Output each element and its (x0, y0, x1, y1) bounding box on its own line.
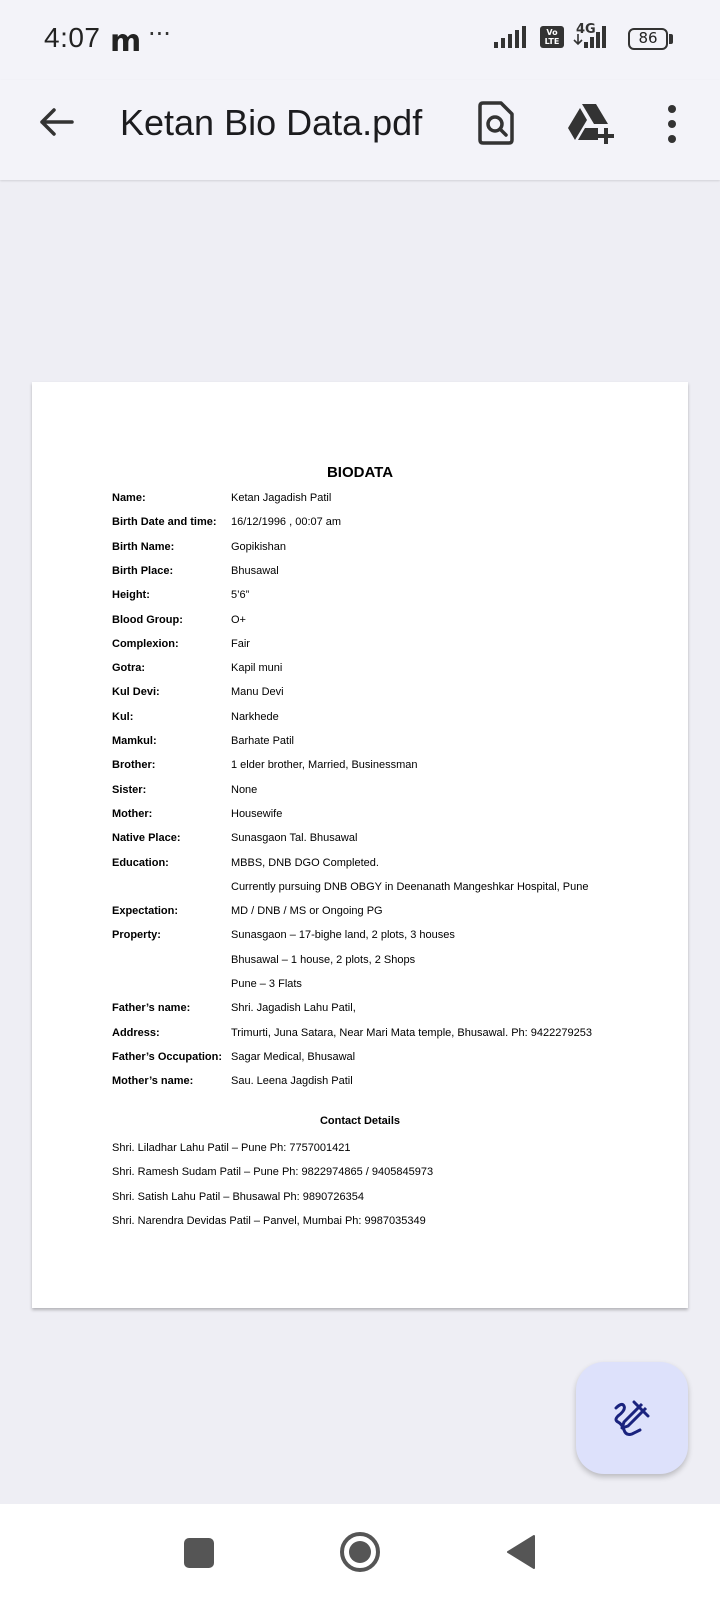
field-label: Brother: (112, 759, 156, 772)
field-label: Native Place: (112, 832, 181, 845)
field-row (112, 759, 672, 779)
battery-tip (669, 34, 673, 44)
field-value: Kapil muni (231, 662, 283, 675)
field-row (112, 808, 672, 828)
field-row (112, 735, 672, 755)
field-value: 1 elder brother, Married, Businessman (231, 759, 418, 772)
field-row (112, 929, 672, 949)
field-value: MBBS, DNB DGO Completed. (231, 856, 379, 869)
contact-heading: Contact Details (319, 1115, 401, 1127)
contact-row: Shri. Ramesh Sudam Patil – Pune Ph: 9822974865 / 9405845973 (112, 1166, 434, 1179)
field-label: Blood Group: (112, 613, 183, 626)
status-time: 4:07 (44, 22, 101, 53)
field-row (112, 1051, 672, 1071)
field-row (112, 905, 672, 925)
field-label: Father’s Occupation: (112, 1050, 223, 1063)
field-row (112, 881, 672, 901)
field-value: Ketan Jagadish Patil (231, 492, 332, 504)
field-value: Bhusawal – 1 house, 2 plots, 2 Shops (231, 953, 416, 966)
field-value: Currently pursuing DNB OBGY in Deenanath Mangeshkar Hospital, Pune (231, 880, 589, 893)
field-value: Manu Devi (231, 686, 284, 699)
volte-icon: Vo LTE (540, 26, 564, 48)
field-row (112, 711, 672, 731)
contact-row: Shri. Satish Lahu Patil – Bhusawal Ph: 9890726354 (112, 1190, 364, 1203)
field-row (112, 1075, 672, 1095)
battery-indicator: 86 (628, 28, 668, 50)
field-row (112, 662, 672, 682)
field-label: Birth Date and time: (112, 516, 217, 529)
field-label: Father’s name: (112, 1002, 191, 1015)
document-title: Ketan Bio Data.pdf (120, 102, 423, 143)
more-vert-icon[interactable] (664, 104, 680, 144)
field-value: Trimurti, Juna Satara, Near Mari Mata temple, Bhusawal. Ph: 9422279253 (231, 1026, 592, 1039)
field-value: Pune – 3 Flats (231, 978, 302, 990)
field-row (112, 857, 672, 877)
field-value: Sagar Medical, Bhusawal (231, 1050, 356, 1063)
field-label: Birth Place: (112, 564, 174, 577)
edit-signature-icon (612, 1398, 652, 1438)
network-type-label: 4G (576, 22, 596, 37)
field-value: None (231, 783, 258, 796)
field-row (112, 565, 672, 585)
field-label: Name: (112, 492, 146, 504)
field-row (112, 516, 672, 536)
field-row (112, 541, 672, 561)
notification-app-icon: m (110, 24, 142, 59)
field-row (112, 954, 672, 974)
document-heading: BIODATA (326, 464, 394, 481)
field-row (112, 978, 672, 998)
status-bar (0, 0, 720, 80)
field-value: Sunasgaon Tal. Bhusawal (231, 832, 358, 845)
field-value: Housewife (231, 807, 283, 820)
more-notifications-icon: ··· (148, 20, 171, 48)
contact-row: Shri. Liladhar Lahu Patil – Pune Ph: 7757001421 (112, 1142, 351, 1154)
field-value: Barhate Patil (231, 735, 294, 747)
field-label: Property: (112, 929, 161, 942)
field-row (112, 784, 672, 804)
field-label: Mother’s name: (112, 1075, 194, 1088)
field-value: MD / DNB / MS or Ongoing PG (231, 905, 383, 918)
field-label: Height: (112, 589, 150, 602)
edit-fab-button[interactable] (576, 1362, 688, 1474)
field-row (112, 1002, 672, 1022)
field-row (112, 614, 672, 634)
field-row (112, 638, 672, 658)
field-label: Gotra: (112, 662, 145, 675)
field-label: Education: (112, 856, 169, 869)
field-value: Gopikishan (231, 540, 287, 553)
field-label: Kul: (112, 710, 134, 723)
field-value: Shri. Jagadish Lahu Patil, (231, 1002, 356, 1015)
field-row (112, 589, 672, 609)
field-label: Birth Name: (112, 540, 175, 553)
field-value: 16/12/1996 , 00:07 am (231, 516, 342, 529)
find-in-page-icon[interactable] (476, 100, 516, 146)
field-label: Expectation: (112, 905, 179, 918)
field-label: Kul Devi: (112, 686, 160, 699)
field-value: 5’6” (231, 589, 250, 602)
field-value: O+ (231, 613, 246, 626)
field-row (112, 1027, 672, 1047)
home-dot[interactable] (349, 1541, 371, 1563)
field-value: Sau. Leena Jagdish Patil (231, 1075, 353, 1088)
signal-icon-2 (572, 26, 608, 48)
contact-row: Shri. Narendra Devidas Patil – Panvel, Mumbai Ph: 9987035349 (112, 1214, 426, 1227)
field-label: Complexion: (112, 637, 179, 650)
field-value: Bhusawal (231, 564, 279, 577)
pdf-page[interactable] (32, 382, 688, 1308)
signal-icon-1 (494, 26, 528, 48)
add-to-drive-icon[interactable] (568, 102, 616, 144)
field-label: Mamkul: (112, 735, 157, 747)
arrow-back-icon[interactable] (36, 102, 76, 142)
field-value: Fair (231, 637, 250, 650)
field-row (112, 492, 672, 512)
back-triangle-icon[interactable] (506, 1534, 536, 1570)
field-label: Sister: (112, 783, 147, 796)
field-label: Mother: (112, 807, 153, 820)
recents-square-icon[interactable] (184, 1538, 214, 1568)
field-value: Sunasgaon – 17-bighe land, 2 plots, 3 houses (231, 929, 455, 942)
field-label: Address: (112, 1026, 160, 1039)
field-row (112, 832, 672, 852)
field-row (112, 686, 672, 706)
field-value: Narkhede (231, 710, 279, 723)
